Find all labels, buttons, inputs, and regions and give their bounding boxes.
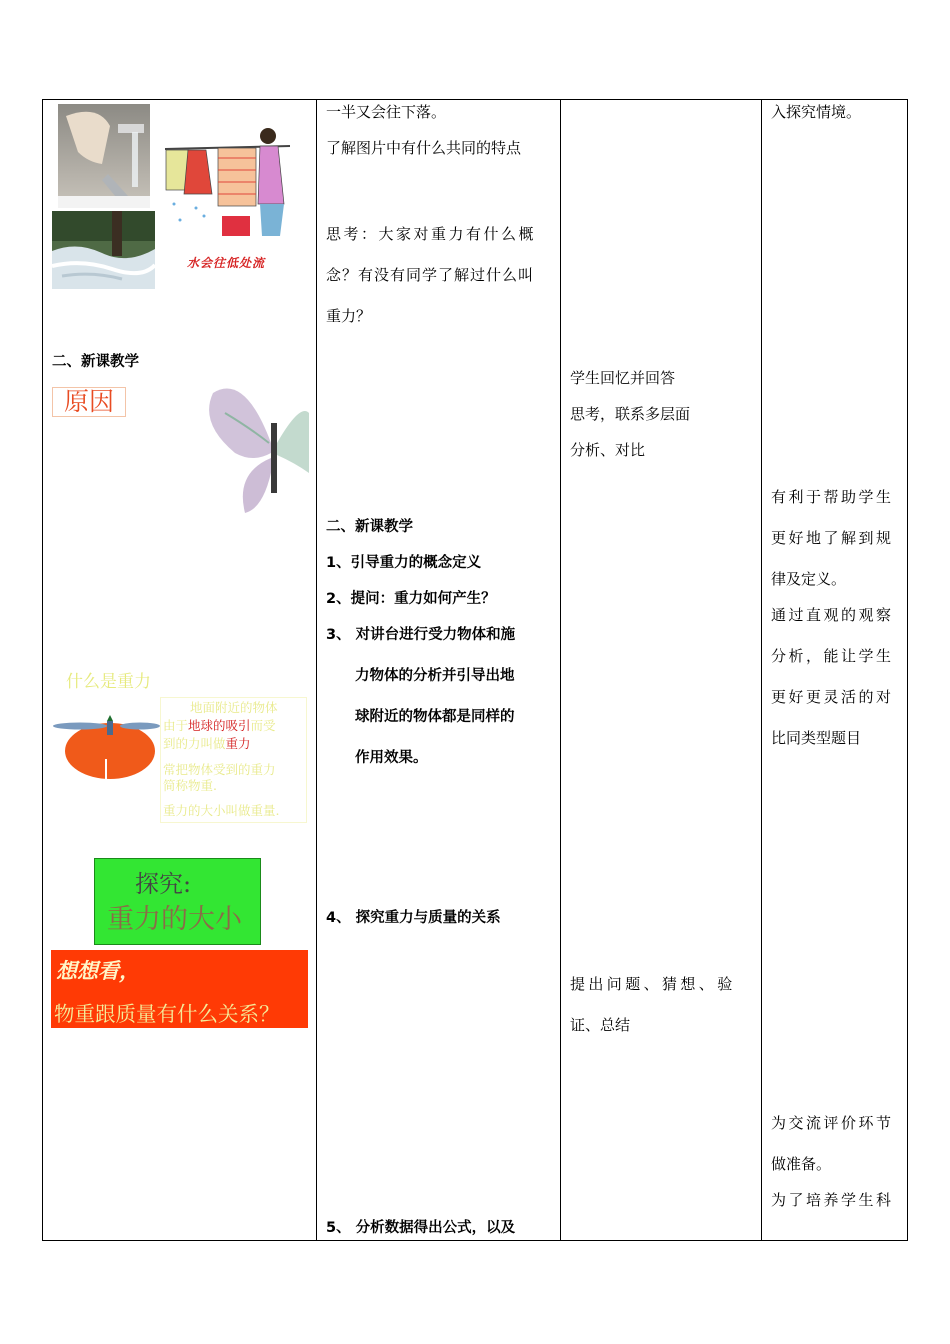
col2-step-5: 5、 分析数据得出公式，以及 (326, 1220, 516, 1236)
col2-line-1: 一半又会往下落。 (326, 103, 447, 121)
col2-line-2: 了解图片中有什么共同的特点 (326, 139, 522, 157)
explore-title: 探究: (135, 870, 192, 898)
col2-section-title: 二、新课教学 (326, 519, 413, 535)
col3-line-5: 证、总结 (570, 1016, 631, 1034)
laundry-woman-picture (160, 124, 293, 238)
column-divider-1 (316, 100, 317, 1240)
think-question: 物重跟质量有什么关系？ (54, 1002, 280, 1026)
definition-line-1: 地面附近的物体 (190, 700, 278, 715)
col2-step-3-line-3: 球附近的物体都是同样的 (355, 709, 515, 725)
col2-question-2: 念？有没有同学了解过什么叫 (326, 266, 535, 284)
col4-line-3: 律及定义。 (771, 570, 847, 588)
col3-line-1: 学生回忆并回答 (570, 369, 676, 387)
definition-line-4: 常把物体受到的重力 (163, 762, 276, 777)
col4-line-10: 为了培养学生科 (771, 1191, 894, 1209)
col4-line-2: 更好地了解到规 (771, 529, 894, 547)
col2-step-3-line-1: 3、 对讲台进行受力物体和施 (326, 627, 516, 643)
think-title: 想想看， (56, 958, 140, 983)
col4-line-1: 有利于帮助学生 (771, 488, 894, 506)
col2-step-3-line-2: 力物体的分析并引导出地 (355, 668, 515, 684)
col2-step-3-line-4: 作用效果。 (355, 750, 428, 766)
butterfly-picture (205, 383, 310, 518)
col3-line-3: 分析、对比 (570, 441, 646, 459)
column-divider-3 (761, 100, 762, 1240)
col3-line-4: 提出问题、猜想、验 (570, 975, 736, 993)
reason-box: 原因 (52, 387, 126, 417)
col2-step-1: 1、引导重力的概念定义 (326, 555, 482, 571)
water-flows-down-caption: 水会往低处流 (187, 256, 266, 270)
apple-with-fan-picture (52, 713, 160, 779)
col2-question-1: 思考：大家对重力有什么概 (326, 225, 537, 243)
definition-line-2: 由于地球的吸引而受 (163, 718, 276, 733)
definition-line-5: 简称物重. (163, 778, 217, 793)
col4-line-8: 为交流评价环节 (771, 1114, 894, 1132)
faucet-photo (58, 104, 150, 208)
definition-line-6: 重力的大小叫做重量. (163, 803, 280, 818)
col2-question-3: 重力？ (326, 307, 372, 325)
col4-line-9: 做准备。 (771, 1155, 832, 1173)
section-title-col1: 二、新课教学 (52, 354, 139, 370)
explore-subtitle: 重力的大小 (107, 904, 242, 935)
col4-line-0: 入探究情境。 (771, 103, 862, 121)
col4-line-5: 分析，能让学生 (771, 647, 894, 665)
definition-line-3: 到的力叫做重力 (163, 736, 251, 751)
col4-line-7: 比同类型题目 (771, 729, 862, 747)
column-divider-2 (560, 100, 561, 1240)
col2-step-4: 4、 探究重力与质量的关系 (326, 910, 501, 926)
col3-line-2: 思考，联系多层面 (570, 405, 691, 423)
col4-line-6: 更好更灵活的对 (771, 688, 894, 706)
col2-step-2: 2、提问：重力如何产生？ (326, 591, 496, 607)
waterfall-photo (52, 211, 155, 289)
what-is-gravity-title: 什么是重力 (66, 672, 151, 692)
col4-line-4: 通过直观的观察 (771, 606, 894, 624)
